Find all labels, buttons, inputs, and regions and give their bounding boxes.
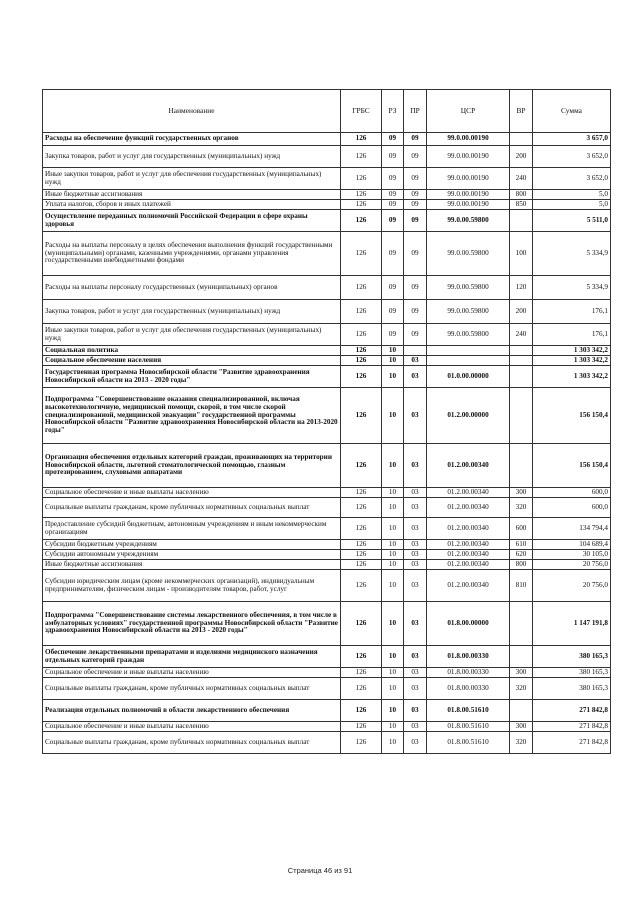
- cell-grbs: 126: [341, 646, 382, 668]
- cell-csr: 01.8.00.51610: [427, 732, 510, 754]
- cell-name: Иные бюджетные ассигнования: [43, 190, 341, 200]
- table-row: [43, 700, 611, 722]
- cell-vr: [510, 388, 533, 444]
- cell-pr: 03: [404, 560, 427, 570]
- cell-name: Расходы на выплаты персоналу государственных (муниципальных) органов: [43, 276, 341, 300]
- cell-rz: 09: [382, 146, 404, 168]
- cell-pr: 03: [404, 668, 427, 678]
- cell-csr: 99.0.00.00190: [427, 133, 510, 146]
- cell-pr: 09: [404, 324, 427, 346]
- cell-name: Иные бюджетные ассигнования: [43, 560, 341, 570]
- cell-csr: 01.2.00.00340: [427, 570, 510, 602]
- cell-name: Социальные выплаты гражданам, кроме публичных нормативных социальных выплат: [43, 678, 341, 700]
- cell-sum: 1 147 191,8: [533, 602, 611, 646]
- cell-vr: 800: [510, 190, 533, 200]
- cell-csr: 01.2.00.00340: [427, 550, 510, 560]
- cell-rz: 09: [382, 232, 404, 276]
- table-row: [43, 722, 611, 732]
- cell-sum: 1 303 342,2: [533, 346, 611, 356]
- cell-grbs: 126: [341, 540, 382, 550]
- cell-name: Подпрограмма "Совершенствование оказания специализированной, включая высокотехнологичную, медицинской помощи, скорой, в том числе скорой специализированной, медицинской эвакуации" государственной программы Новосибирской области "Развитие здравоохранения Новосибирской области на 2013-2020 годы": [43, 388, 341, 444]
- cell-csr: 01.2.00.00340: [427, 518, 510, 540]
- cell-rz: 09: [382, 133, 404, 146]
- cell-grbs: 126: [341, 678, 382, 700]
- cell-name: Социальная политика: [43, 346, 341, 356]
- cell-vr: 300: [510, 488, 533, 498]
- table-row: [43, 210, 611, 232]
- cell-csr: 01.8.00.00330: [427, 668, 510, 678]
- cell-pr: 03: [404, 388, 427, 444]
- table-header-row: [43, 90, 611, 133]
- cell-csr: 99.0.00.59800: [427, 232, 510, 276]
- cell-rz: 10: [382, 346, 404, 356]
- cell-sum: 380 165,3: [533, 668, 611, 678]
- cell-grbs: 126: [341, 200, 382, 210]
- cell-pr: 03: [404, 498, 427, 518]
- cell-vr: 300: [510, 722, 533, 732]
- cell-rz: 09: [382, 200, 404, 210]
- cell-rz: 10: [382, 668, 404, 678]
- table-row: [43, 678, 611, 700]
- cell-csr: 01.2.00.00340: [427, 498, 510, 518]
- cell-name: Субсидии юридическим лицам (кроме некоммерческих организаций), индивидуальным предпринимателям, физическим лицам - производителям товаров, работ, услуг: [43, 570, 341, 602]
- cell-rz: 10: [382, 700, 404, 722]
- cell-rz: 10: [382, 560, 404, 570]
- cell-vr: [510, 346, 533, 356]
- header-vr: ВР: [510, 90, 533, 133]
- table-body: [43, 133, 611, 754]
- cell-sum: 271 842,8: [533, 700, 611, 722]
- cell-pr: 03: [404, 488, 427, 498]
- cell-sum: 271 842,8: [533, 722, 611, 732]
- cell-grbs: 126: [341, 570, 382, 602]
- cell-pr: 09: [404, 276, 427, 300]
- cell-csr: 99.0.00.59800: [427, 210, 510, 232]
- cell-csr: 01.8.00.00330: [427, 646, 510, 668]
- cell-grbs: 126: [341, 518, 382, 540]
- cell-vr: [510, 646, 533, 668]
- cell-name: Социальные выплаты гражданам, кроме публичных нормативных социальных выплат: [43, 732, 341, 754]
- cell-grbs: 126: [341, 356, 382, 366]
- cell-sum: 5 334,9: [533, 232, 611, 276]
- cell-csr: 99.0.00.00190: [427, 168, 510, 190]
- table-row: [43, 518, 611, 540]
- cell-rz: 09: [382, 324, 404, 346]
- cell-csr: 01.2.00.00340: [427, 560, 510, 570]
- cell-name: Государственная программа Новосибирской области "Развитие здравоохранения Новосибирской области на 2013 - 2020 годы": [43, 366, 341, 388]
- cell-grbs: 126: [341, 146, 382, 168]
- cell-sum: 5,0: [533, 200, 611, 210]
- cell-rz: 10: [382, 518, 404, 540]
- cell-name: Закупка товаров, работ и услуг для государственных (муниципальных) нужд: [43, 146, 341, 168]
- cell-rz: 10: [382, 602, 404, 646]
- cell-grbs: 126: [341, 444, 382, 488]
- table-row: [43, 540, 611, 550]
- cell-pr: 03: [404, 646, 427, 668]
- cell-sum: 134 794,4: [533, 518, 611, 540]
- cell-sum: 20 756,0: [533, 570, 611, 602]
- cell-csr: 01.8.00.00330: [427, 678, 510, 700]
- table-row: [43, 133, 611, 146]
- cell-sum: 156 150,4: [533, 444, 611, 488]
- cell-grbs: 126: [341, 498, 382, 518]
- cell-vr: [510, 133, 533, 146]
- cell-name: Социальное обеспечение и иные выплаты населению: [43, 488, 341, 498]
- cell-csr: 01.8.00.51610: [427, 722, 510, 732]
- cell-sum: 5,0: [533, 190, 611, 200]
- cell-grbs: 126: [341, 346, 382, 356]
- table-row: [43, 300, 611, 324]
- cell-sum: 5 511,0: [533, 210, 611, 232]
- table-row: [43, 232, 611, 276]
- cell-grbs: 126: [341, 324, 382, 346]
- cell-rz: 09: [382, 190, 404, 200]
- cell-name: Субсидии автономным учреждениям: [43, 550, 341, 560]
- cell-name: Субсидии бюджетным учреждениям: [43, 540, 341, 550]
- cell-sum: 380 165,3: [533, 646, 611, 668]
- table-row: [43, 550, 611, 560]
- cell-pr: 03: [404, 540, 427, 550]
- cell-pr: 09: [404, 168, 427, 190]
- table-row: [43, 488, 611, 498]
- cell-sum: 1 303 342,2: [533, 366, 611, 388]
- header-pr: ПР: [404, 90, 427, 133]
- cell-rz: 10: [382, 646, 404, 668]
- table-row: [43, 668, 611, 678]
- table-row: [43, 602, 611, 646]
- cell-rz: 10: [382, 732, 404, 754]
- cell-rz: 09: [382, 168, 404, 190]
- page-footer: Страница 46 из 91: [287, 866, 353, 875]
- cell-grbs: 126: [341, 276, 382, 300]
- cell-name: Подпрограмма "Совершенствование системы лекарственного обеспечения, в том числе в амбулаторных условиях" государственной программы Новосибирской области "Развитие здравоохранения Новосибирской области на 2013 - 2020 годы": [43, 602, 341, 646]
- cell-grbs: 126: [341, 232, 382, 276]
- table-row: [43, 168, 611, 190]
- cell-pr: 03: [404, 550, 427, 560]
- cell-sum: 3 652,0: [533, 168, 611, 190]
- cell-name: Реализация отдельных полномочий в области лекарственного обеспечения: [43, 700, 341, 722]
- cell-rz: 09: [382, 210, 404, 232]
- cell-grbs: 126: [341, 700, 382, 722]
- cell-rz: 10: [382, 722, 404, 732]
- cell-name: Социальное обеспечение населения: [43, 356, 341, 366]
- table-row: [43, 444, 611, 488]
- cell-name: Осуществление переданных полномочий Российской Федерации в сфере охраны здоровья: [43, 210, 341, 232]
- cell-grbs: 126: [341, 602, 382, 646]
- cell-rz: 09: [382, 276, 404, 300]
- cell-grbs: 126: [341, 550, 382, 560]
- cell-vr: 600: [510, 518, 533, 540]
- cell-vr: 300: [510, 668, 533, 678]
- cell-csr: 99.0.00.59800: [427, 300, 510, 324]
- cell-name: Предоставление субсидий бюджетным, автономным учреждениям и иным некоммерческим организациям: [43, 518, 341, 540]
- cell-pr: 03: [404, 570, 427, 602]
- cell-csr: 01.0.00.00000: [427, 366, 510, 388]
- cell-sum: 30 105,0: [533, 550, 611, 560]
- cell-sum: 104 689,4: [533, 540, 611, 550]
- cell-name: Иные закупки товаров, работ и услуг для обеспечения государственных (муниципальных) нужд: [43, 168, 341, 190]
- table-row: [43, 732, 611, 754]
- cell-sum: 271 842,8: [533, 732, 611, 754]
- cell-name: Обеспечение лекарственными препаратами и изделиями медицинского назначения отдельных категорий граждан: [43, 646, 341, 668]
- cell-grbs: 126: [341, 668, 382, 678]
- cell-sum: 176,1: [533, 324, 611, 346]
- cell-vr: [510, 700, 533, 722]
- cell-name: Расходы на обеспечение функций государственных органов: [43, 133, 341, 146]
- table-row: [43, 366, 611, 388]
- cell-csr: 99.0.00.59800: [427, 324, 510, 346]
- cell-pr: 09: [404, 210, 427, 232]
- cell-csr: 99.0.00.59800: [427, 276, 510, 300]
- cell-rz: 10: [382, 366, 404, 388]
- cell-grbs: 126: [341, 388, 382, 444]
- cell-sum: 156 150,4: [533, 388, 611, 444]
- cell-csr: 01.8.00.51610: [427, 700, 510, 722]
- cell-csr: [427, 356, 510, 366]
- cell-rz: 10: [382, 678, 404, 700]
- table-row: [43, 346, 611, 356]
- cell-pr: 03: [404, 602, 427, 646]
- cell-name: Социальное обеспечение и иные выплаты населению: [43, 722, 341, 732]
- cell-csr: 01.2.00.00340: [427, 444, 510, 488]
- cell-name: Расходы на выплаты персоналу в целях обеспечения выполнения функций государственными (муниципальными) органами, казенными учреждениями, органами управления государственными внебюджетными фондами: [43, 232, 341, 276]
- cell-grbs: 126: [341, 210, 382, 232]
- cell-vr: 620: [510, 550, 533, 560]
- budget-table: [42, 89, 611, 754]
- cell-vr: 610: [510, 540, 533, 550]
- cell-csr: 99.0.00.00190: [427, 190, 510, 200]
- table-row: [43, 570, 611, 602]
- cell-vr: [510, 444, 533, 488]
- header-rz: РЗ: [382, 90, 404, 133]
- cell-pr: 09: [404, 200, 427, 210]
- cell-vr: [510, 356, 533, 366]
- table-row: [43, 356, 611, 366]
- cell-grbs: 126: [341, 300, 382, 324]
- cell-rz: 10: [382, 570, 404, 602]
- cell-vr: 200: [510, 300, 533, 324]
- cell-grbs: 126: [341, 366, 382, 388]
- cell-vr: 320: [510, 498, 533, 518]
- cell-grbs: 126: [341, 190, 382, 200]
- header-grbs: ГРБС: [341, 90, 382, 133]
- cell-csr: 01.2.00.00340: [427, 488, 510, 498]
- cell-pr: 03: [404, 444, 427, 488]
- cell-grbs: 126: [341, 732, 382, 754]
- cell-pr: 09: [404, 300, 427, 324]
- cell-vr: 200: [510, 146, 533, 168]
- cell-pr: 03: [404, 700, 427, 722]
- cell-grbs: 126: [341, 560, 382, 570]
- cell-name: Социальное обеспечение и иные выплаты населению: [43, 668, 341, 678]
- table-row: [43, 646, 611, 668]
- cell-name: Иные закупки товаров, работ и услуг для обеспечения государственных (муниципальных) нужд: [43, 324, 341, 346]
- cell-grbs: 126: [341, 133, 382, 146]
- cell-vr: 240: [510, 168, 533, 190]
- cell-csr: 99.0.00.00190: [427, 146, 510, 168]
- cell-sum: 176,1: [533, 300, 611, 324]
- cell-pr: 03: [404, 366, 427, 388]
- cell-csr: 01.2.00.00000: [427, 388, 510, 444]
- cell-vr: [510, 366, 533, 388]
- cell-vr: [510, 602, 533, 646]
- cell-csr: 01.2.00.00340: [427, 540, 510, 550]
- cell-sum: 3 652,0: [533, 146, 611, 168]
- cell-csr: 99.0.00.00190: [427, 200, 510, 210]
- cell-rz: 10: [382, 488, 404, 498]
- cell-grbs: 126: [341, 722, 382, 732]
- cell-vr: 100: [510, 232, 533, 276]
- table-row: [43, 146, 611, 168]
- cell-vr: 850: [510, 200, 533, 210]
- cell-pr: 03: [404, 678, 427, 700]
- cell-sum: 5 334,9: [533, 276, 611, 300]
- cell-csr: [427, 346, 510, 356]
- cell-sum: 3 657,0: [533, 133, 611, 146]
- table-row: [43, 190, 611, 200]
- cell-csr: 01.8.00.00000: [427, 602, 510, 646]
- cell-name: Закупка товаров, работ и услуг для государственных (муниципальных) нужд: [43, 300, 341, 324]
- table-row: [43, 498, 611, 518]
- header-sum: Сумма: [533, 90, 611, 133]
- cell-grbs: 126: [341, 488, 382, 498]
- cell-pr: 03: [404, 518, 427, 540]
- cell-vr: 120: [510, 276, 533, 300]
- cell-vr: 240: [510, 324, 533, 346]
- cell-pr: 03: [404, 356, 427, 366]
- cell-pr: 09: [404, 232, 427, 276]
- cell-vr: [510, 210, 533, 232]
- cell-pr: 09: [404, 133, 427, 146]
- cell-pr: 03: [404, 732, 427, 754]
- cell-sum: 600,0: [533, 488, 611, 498]
- header-csr: ЦСР: [427, 90, 510, 133]
- cell-rz: 10: [382, 550, 404, 560]
- cell-vr: 320: [510, 678, 533, 700]
- cell-vr: 810: [510, 570, 533, 602]
- cell-sum: 1 303 342,2: [533, 356, 611, 366]
- cell-name: Уплата налогов, сборов и иных платежей: [43, 200, 341, 210]
- cell-vr: 800: [510, 560, 533, 570]
- cell-rz: 10: [382, 540, 404, 550]
- cell-sum: 380 165,3: [533, 678, 611, 700]
- table-row: [43, 388, 611, 444]
- cell-rz: 10: [382, 444, 404, 488]
- header-name: Наименование: [43, 90, 341, 133]
- cell-rz: 09: [382, 300, 404, 324]
- table-row: [43, 276, 611, 300]
- cell-pr: 09: [404, 146, 427, 168]
- cell-pr: [404, 346, 427, 356]
- cell-rz: 10: [382, 388, 404, 444]
- cell-rz: 10: [382, 498, 404, 518]
- cell-name: Социальные выплаты гражданам, кроме публичных нормативных социальных выплат: [43, 498, 341, 518]
- table-row: [43, 324, 611, 346]
- cell-pr: 03: [404, 722, 427, 732]
- cell-name: Организация обеспечения отдельных категорий граждан, проживающих на территории Новосибирской области, льготной стоматологической помощью, глазным протезированием, слуховыми аппаратами: [43, 444, 341, 488]
- cell-rz: 10: [382, 356, 404, 366]
- cell-pr: 09: [404, 190, 427, 200]
- cell-sum: 20 756,0: [533, 560, 611, 570]
- table-row: [43, 560, 611, 570]
- cell-grbs: 126: [341, 168, 382, 190]
- cell-vr: 320: [510, 732, 533, 754]
- cell-sum: 600,0: [533, 498, 611, 518]
- table-row: [43, 200, 611, 210]
